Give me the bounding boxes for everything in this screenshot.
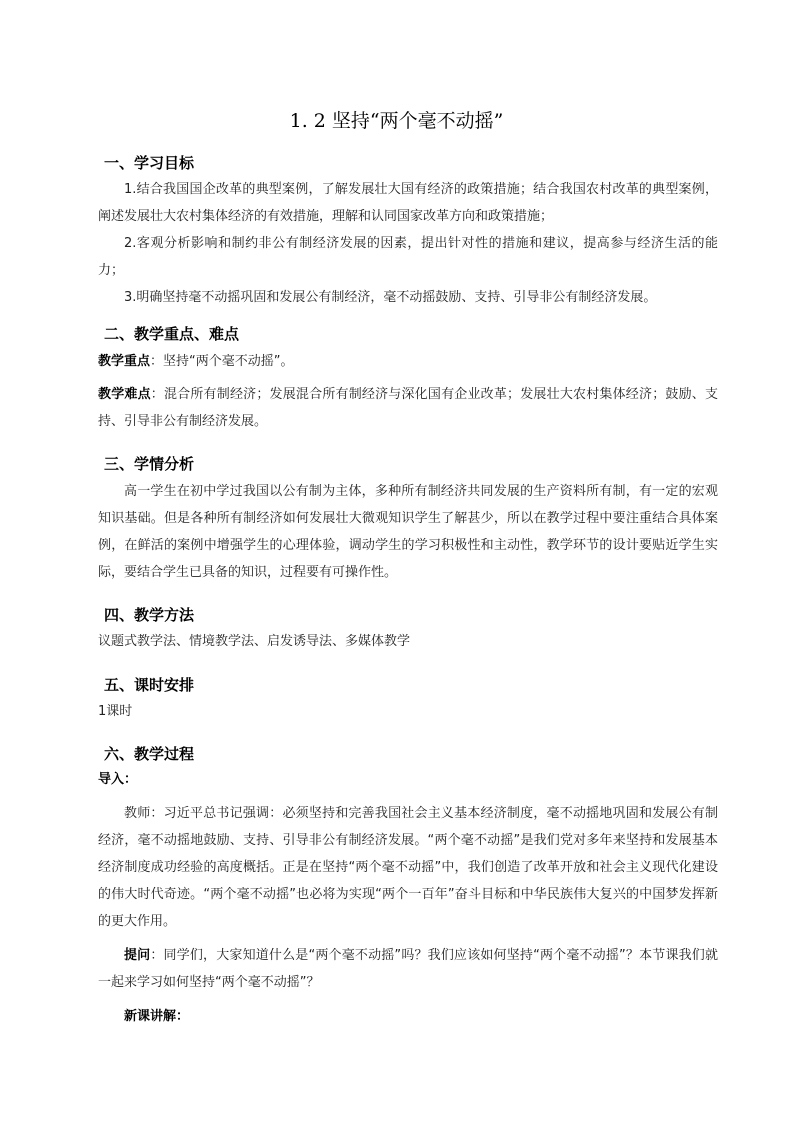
goal-item-3: 3.明确坚持毫不动摇巩固和发展公有制经济，毫不动摇鼓励、支持、引导非公有制经济发展。 — [124, 290, 657, 305]
intro-label: 导入： — [98, 772, 138, 787]
class-hours-text: 1课时 — [98, 704, 133, 719]
heading-teaching-process: 六、教学过程 — [104, 745, 195, 763]
question-text: ：同学们，大家知道什么是“两个毫不动摇”吗？我们应该如何坚持“两个毫不动摇”？本节课我们就一起来学习如何坚持“两个毫不动摇”？ — [98, 948, 718, 990]
goal-item-1: 1.结合我国国企改革的典型案例，了解发展壮大国有经济的政策措施；结合我国农村改革的典型案例，阐述发展壮大农村集体经济的有效措施，理解和认同国家改革方向和政策措施； — [98, 182, 718, 224]
difficult-point-text: ：混合所有制经济；发展混合所有制经济与深化国有企业改革；发展壮大农村集体经济；鼓励、支持、引导非公有制经济发展。 — [98, 387, 718, 429]
heading-key-difficult: 二、教学重点、难点 — [104, 325, 240, 343]
difficult-point-label: 教学难点 — [98, 387, 151, 402]
key-point-label: 教学重点 — [98, 354, 151, 369]
question-paragraph — [98, 942, 718, 996]
learner-analysis-text: 高一学生在初中学过我国以公有制为主体，多种所有制经济共同发展的生产资料所有制，有一定的宏观知识基础。但是各种所有制经济如何发展壮大微观知识学生了解甚少，所以在教学过程中要注重结合具体案例，在鲜活的案例中增强学生的心理体验，调动学生的学习积极性和主动性，教学环节的设计要贴近学生实际，要结合学生已具备的知识，过程要有可操作性。 — [98, 484, 718, 580]
heading-learning-goals: 一、学习目标 — [104, 154, 195, 172]
new-lesson-label: 新课讲解： — [124, 1009, 190, 1024]
question-label: 提问 — [124, 948, 151, 963]
heading-learner-analysis: 三、学情分析 — [104, 455, 195, 473]
difficult-point — [98, 381, 718, 435]
heading-teaching-methods: 四、教学方法 — [104, 606, 195, 624]
heading-class-hours: 五、课时安排 — [104, 676, 195, 694]
key-point — [98, 348, 718, 375]
page-title: 1. 2 坚持“两个毫不动摇” — [289, 110, 504, 132]
goal-item-2: 2.客观分析影响和制约非公有制经济发展的因素，提出针对性的措施和建议，提高参与经济生活的能力； — [98, 236, 718, 278]
teacher-text: 教师：习近平总书记强调：必须坚持和完善我国社会主义基本经济制度，毫不动摇地巩固和发展公有制经济，毫不动摇地鼓励、支持、引导非公有制经济发展。“两个毫不动摇”是我们党对多年来坚持和发展基本经济制度成功经验的高度概括。正是在坚持“两个毫不动摇”中，我们创造了改革开放和社会主义现代化建设的伟大时代奇迹。“两个毫不动摇”也必将为实现“两个一百年”奋斗目标和中华民族伟大复兴的中国梦发挥新的更大作用。 — [98, 806, 718, 929]
key-point-text: ：坚持“两个毫不动摇”。 — [150, 354, 294, 369]
teaching-methods-text: 议题式教学法、情境教学法、启发诱导法、多媒体教学 — [98, 634, 411, 649]
